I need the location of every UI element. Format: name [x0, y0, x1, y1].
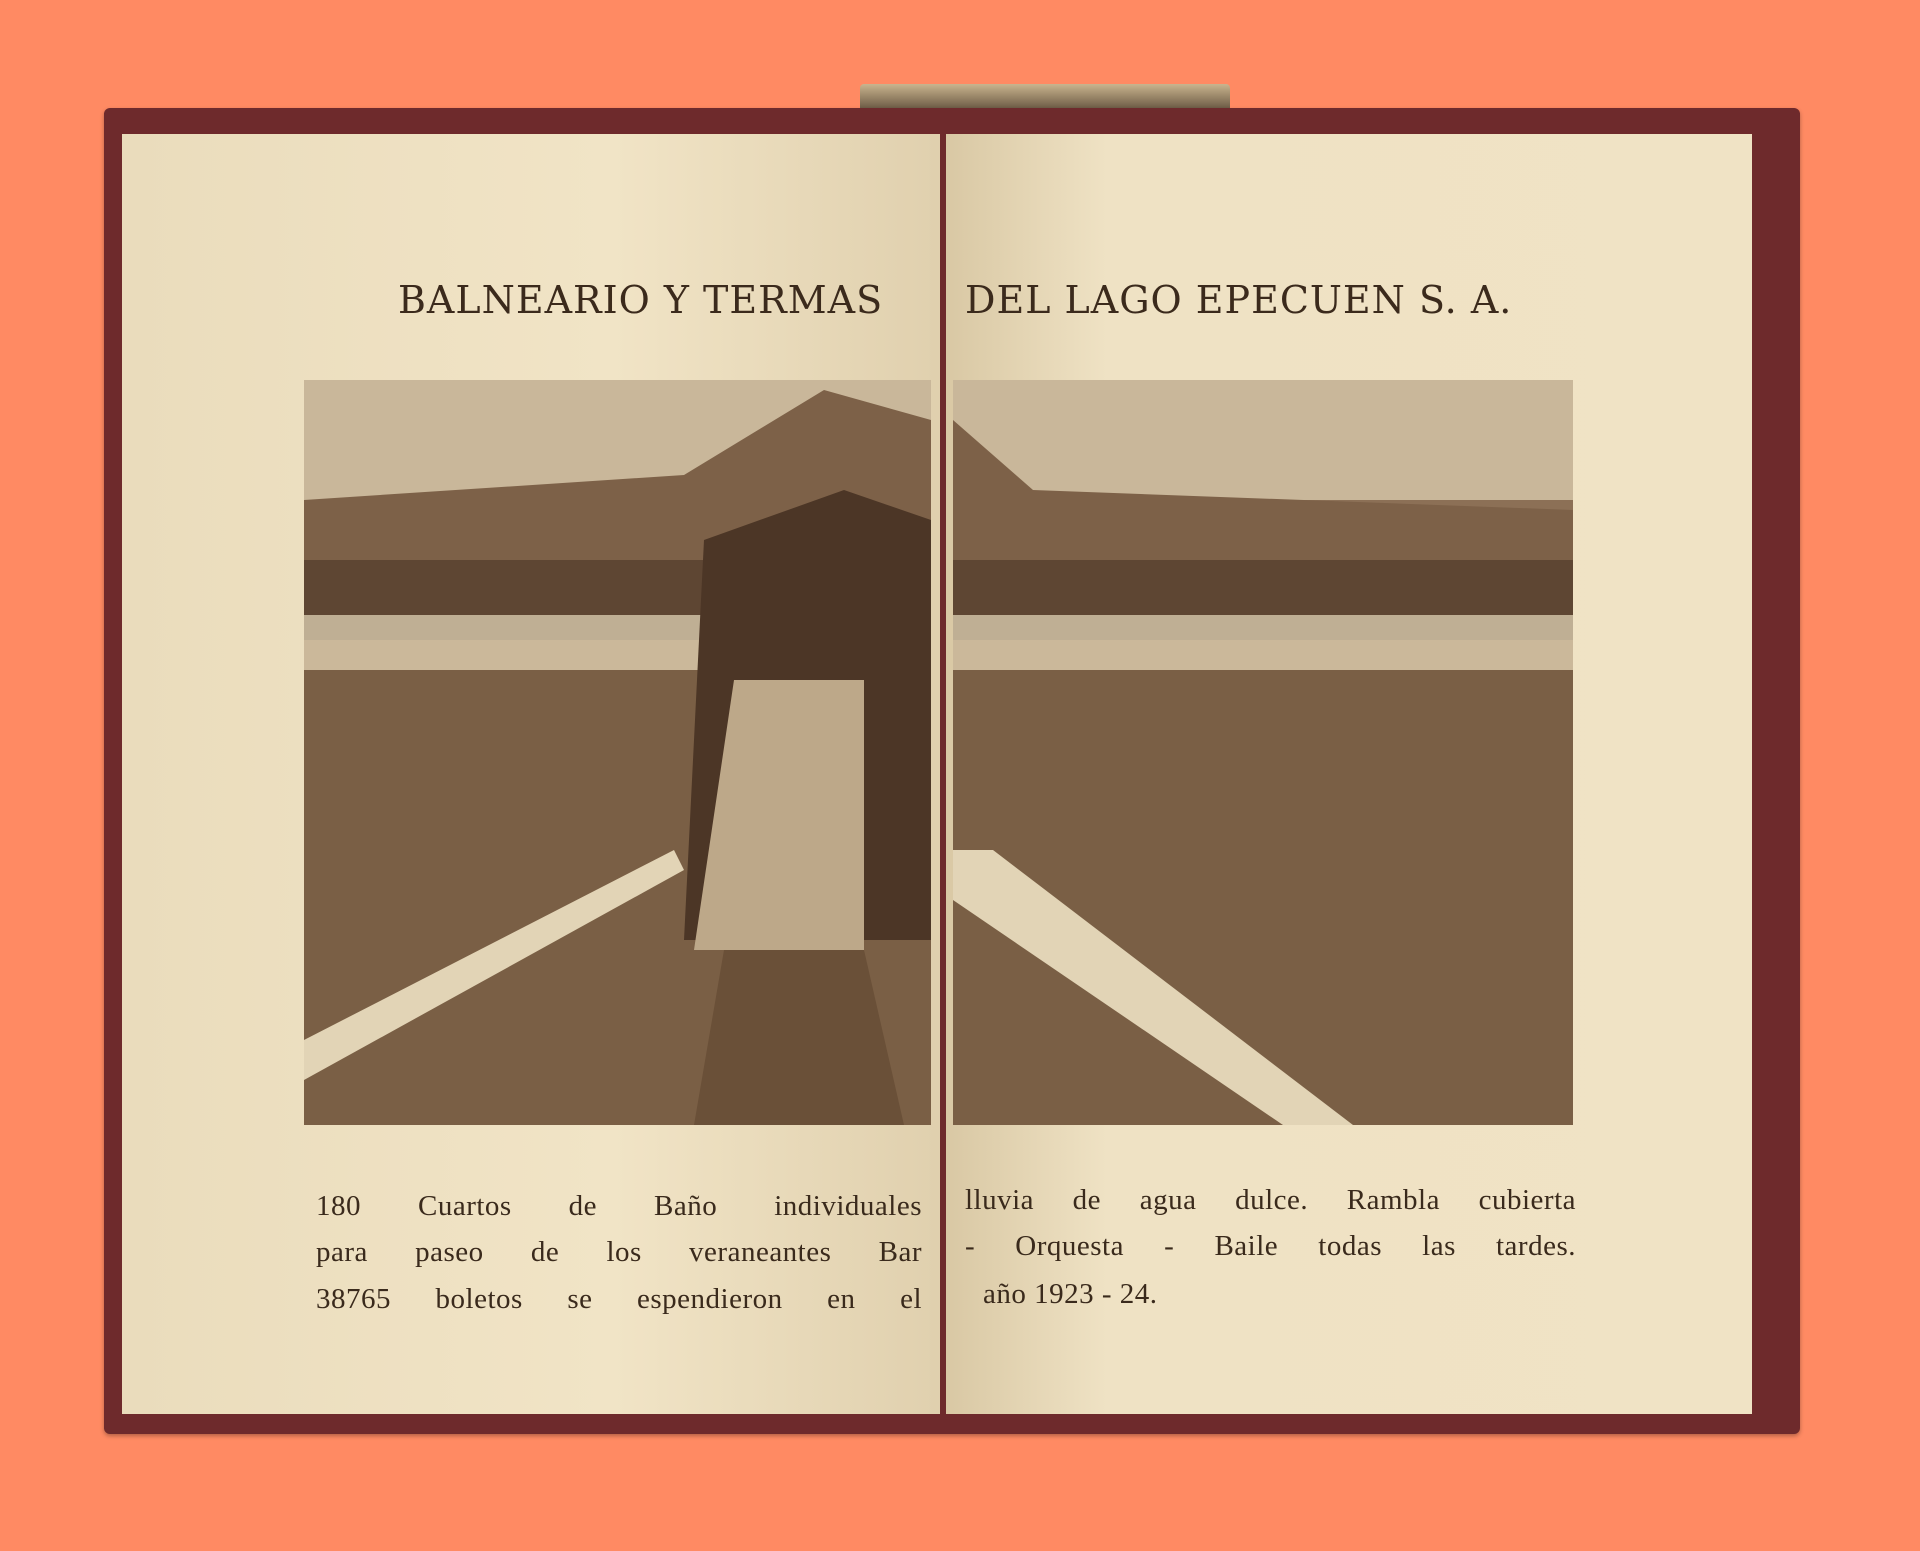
- caption-left-line-1: 180 Cuartos de Baño individuales: [316, 1190, 922, 1222]
- title-left: BALNEARIO Y TERMAS: [398, 278, 884, 322]
- caption-right-line-3: año 1923 - 24.: [983, 1278, 1158, 1310]
- caption-left-line-3: 38765 boletos se espendieron en el: [316, 1283, 922, 1315]
- photo-left: [304, 380, 931, 1125]
- caption-left-line-2: para paseo de los veraneantes Bar: [316, 1236, 922, 1268]
- title-right: DEL LAGO EPECUEN S. A.: [965, 278, 1513, 322]
- photo-right: [953, 380, 1573, 1125]
- caption-right-line-1: lluvia de agua dulce. Rambla cubierta: [965, 1184, 1576, 1216]
- caption-right-line-2: - Orquesta - Baile todas las tardes.: [965, 1230, 1576, 1262]
